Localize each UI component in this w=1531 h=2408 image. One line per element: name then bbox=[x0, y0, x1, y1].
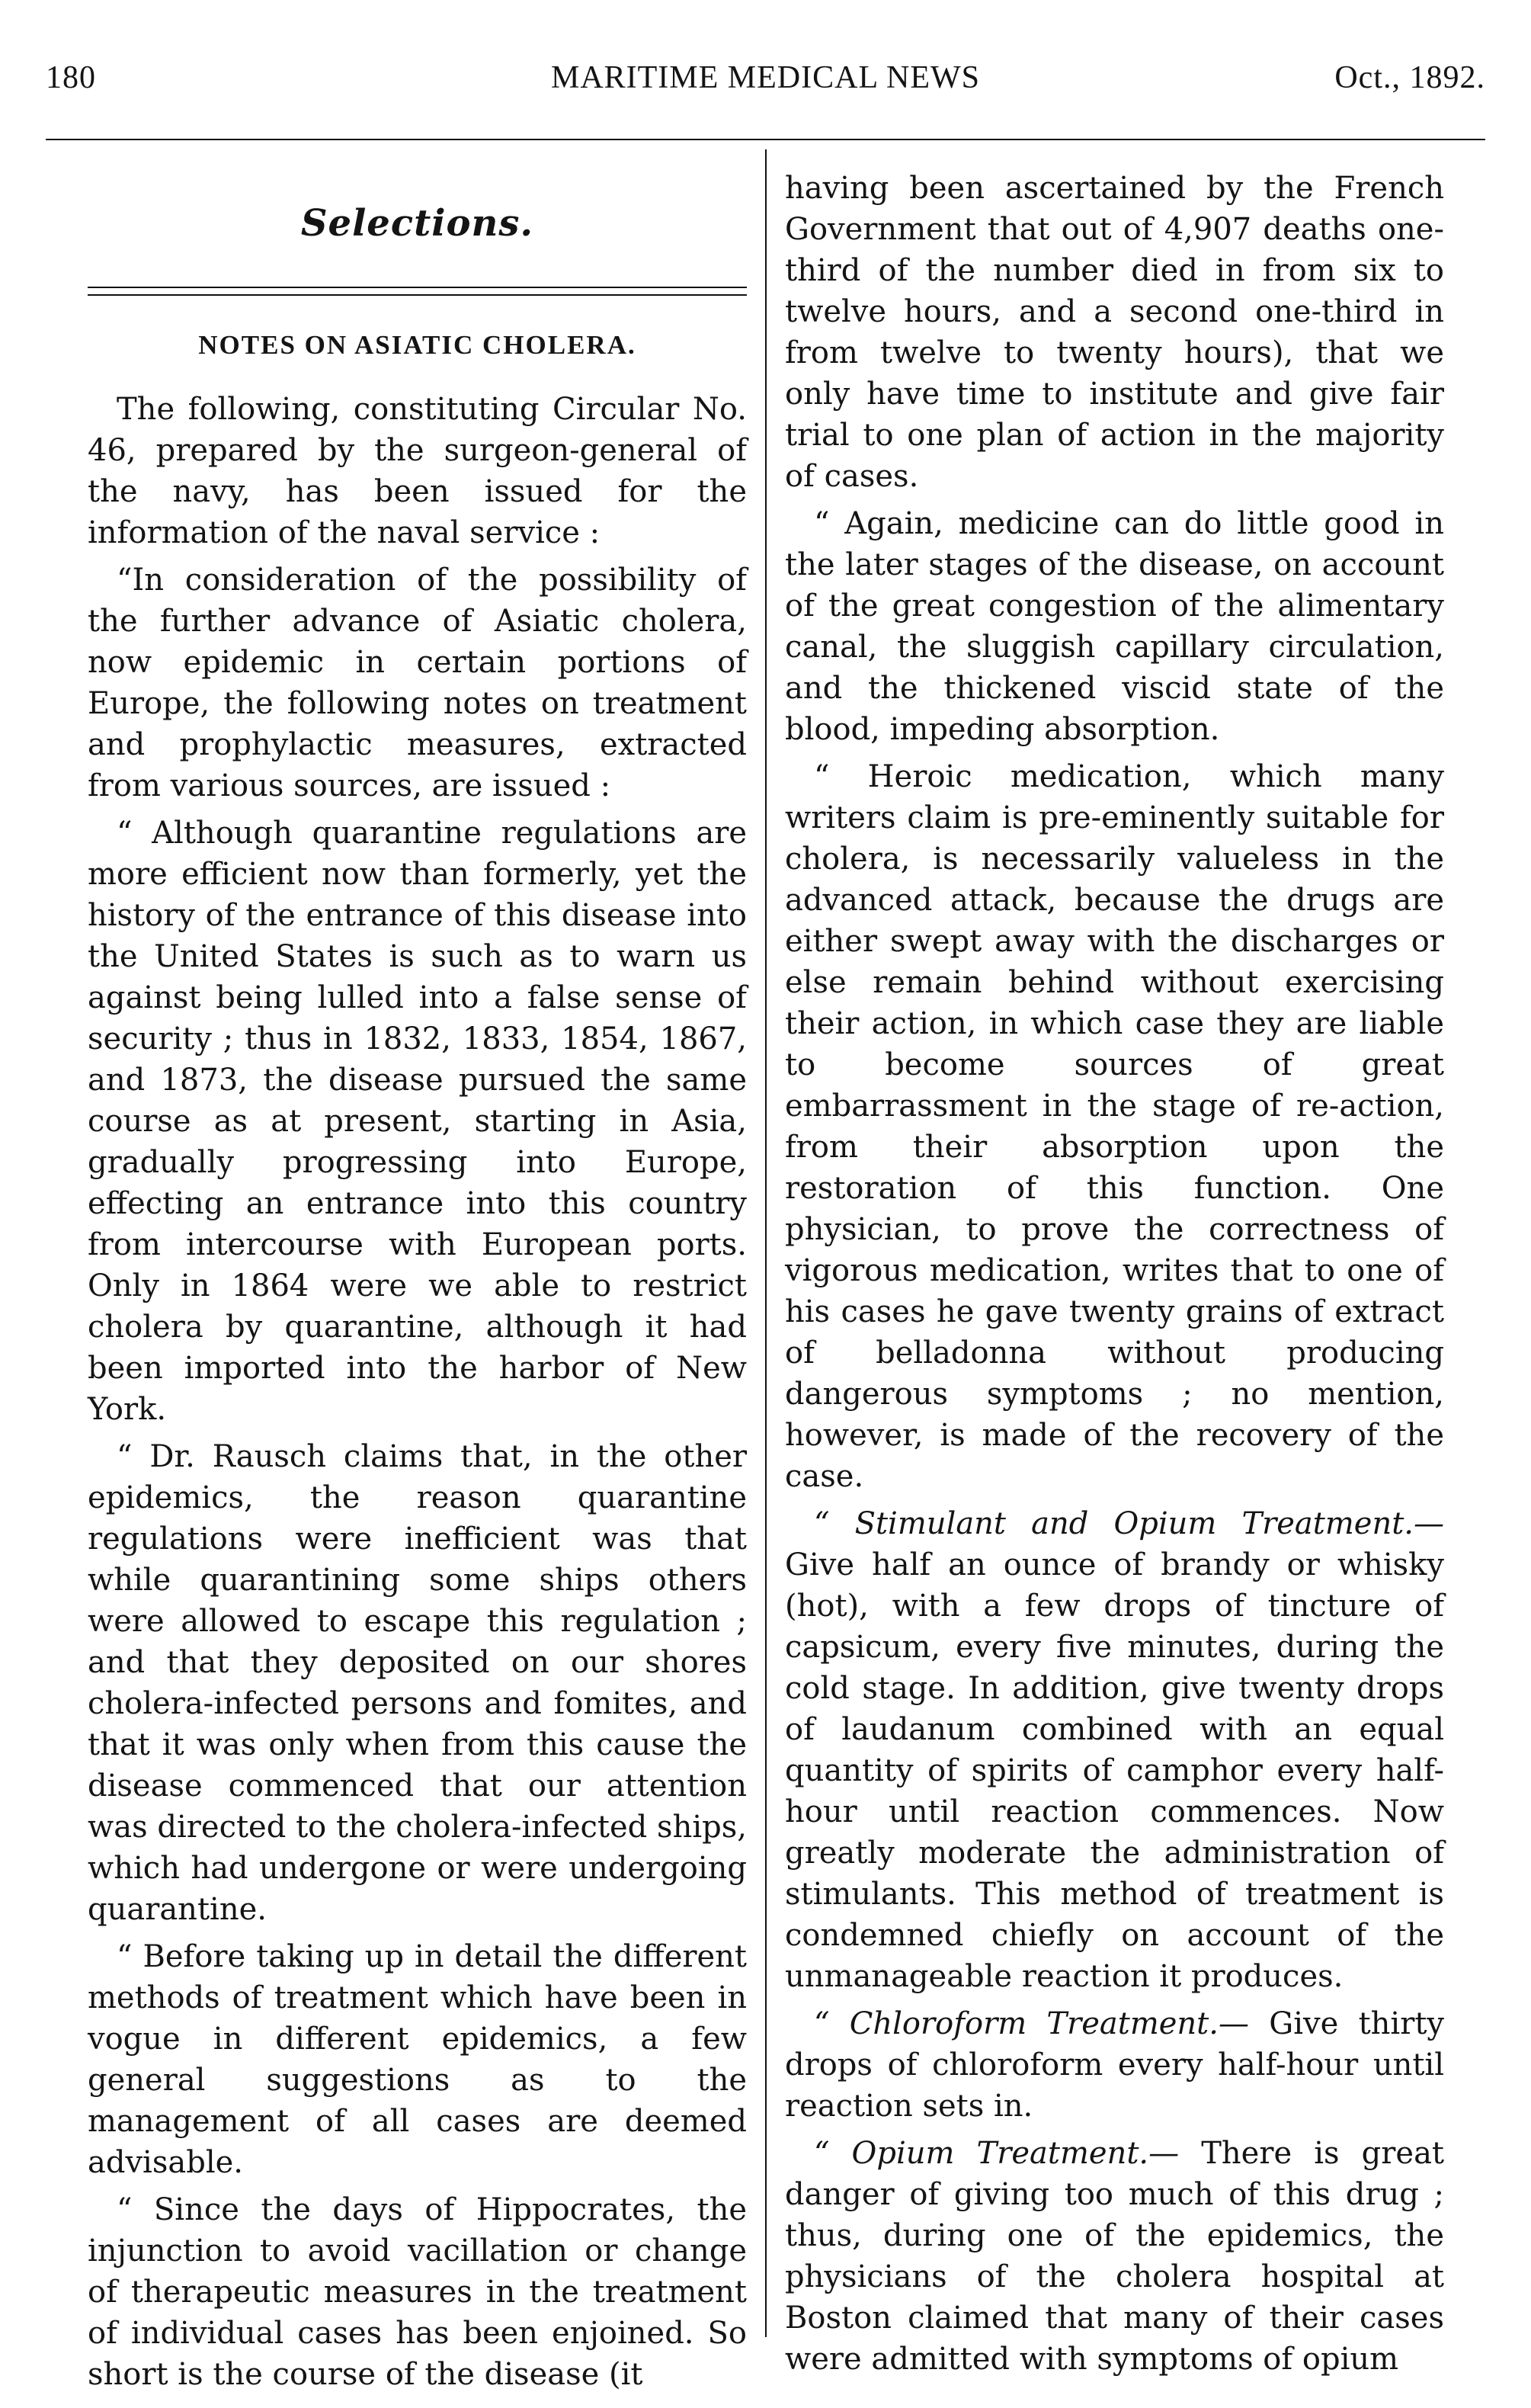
left-column bbox=[88, 160, 747, 2401]
section-heading: Selections. bbox=[300, 201, 534, 245]
intro-paragraph: The following, constituting Circular No. 46, prepared by the surgeon-general of the navy, has been issued for the information of the naval service : bbox=[88, 391, 747, 550]
column-divider bbox=[765, 149, 767, 2337]
possibility-paragraph: “In consideration of the possibility of the further advance of Asiatic cholera, now epidemic in certain portions of Europe, the following notes on treatment and prophylactic measures, extracted from various sources, are issued : bbox=[88, 562, 747, 803]
hippocrates-paragraph: “ Since the days of Hippocrates, the injunction to avoid vacillation or change of therapeutic measures in the treatment of individual cases has been enjoined. So short is the course of the disease (it bbox=[88, 2192, 747, 2392]
rausch-paragraph: “ Dr. Rausch claims that, in the other epidemics, the reason quarantine regulations were inefficient was that while quarantining some ships others were allowed to escape this regulation ; and that they deposited on our shores cholera-infected persons and fomites, and that it was only when from this cause the disease commenced that our attention was directed to the cholera-infected ships, which had undergone or were undergoing quarantine. bbox=[88, 1438, 747, 1927]
chloroform-label: “ Chloroform Treatment.— bbox=[814, 2006, 1249, 2041]
chloroform-paragraph bbox=[785, 2003, 1444, 2127]
page-number: 180 bbox=[46, 60, 96, 95]
chloroform-text: Give thirty drops of chloroform every half-hour until reaction sets in. bbox=[785, 2006, 1444, 2124]
right-column bbox=[785, 168, 1444, 2386]
opium-text: There is great danger of giving too much of this drug ; thus, during one of the epidemics, the physicians of the cholera hospital at Boston claimed that many of their cases were admitted with symptoms of opium bbox=[785, 2136, 1445, 2377]
continued-paragraph: having been ascertained by the French Government that out of 4,907 deaths one-third of the number died in from six to twelve hours, and a second one-third in from twelve to twenty hours), that we only have time to institute and give fair trial to one plan of action in the majority of cases. bbox=[785, 171, 1444, 494]
journal-title: MARITIME MEDICAL NEWS bbox=[550, 60, 981, 95]
quarantine-history-paragraph: “ Although quarantine regulations are more efficient now than formerly, yet the history of the entrance of this disease into the United States is such as to warn us against being lulled into a false sense of security ; thus in 1832, 1833, 1854, 1867, and 1873, the disease pursued the same course as at present, starting in Asia, gradually progressing into Europe, effecting an entrance into this country from intercourse with European ports. Only in 1864 were we able to restrict cholera by quarantine, although it had been imported into the harbor of New York. bbox=[88, 815, 747, 1427]
opium-label: “ Opium Treatment.— bbox=[814, 2136, 1180, 2171]
stimulant-opium-paragraph bbox=[785, 1503, 1444, 1997]
general-suggestions-paragraph: “ Before taking up in detail the different methods of treatment which have been in vogue in different epidemics, a few general suggestions as to the management of all cases are deemed advisable. bbox=[88, 1938, 747, 2180]
stimulant-opium-label: “ Stimulant and Opium Treatment.— bbox=[814, 1506, 1444, 1541]
running-head bbox=[46, 59, 1485, 114]
stimulant-opium-text: Give half an ounce of brandy or whisky (hot), with a few drops of tincture of capsicum, every five minutes, during the cold stage. In addition, give twenty drops of laudanum combined with an equal quantity of spirits of camphor every half-hour until reaction commences. Now greatly moderate the administration of stimulants. This method of treatment is condemned chiefly on account of the unmanageable reaction it produces. bbox=[785, 1547, 1444, 1994]
header-rule bbox=[46, 139, 1485, 140]
section-double-rule bbox=[88, 287, 747, 296]
issue-date: Oct., 1892. bbox=[1334, 60, 1485, 95]
later-stages-paragraph: “ Again, medicine can do little good in the later stages of the disease, on account of the great congestion of the alimentary canal, the sluggish capillary circulation, and the thickened viscid state of the blood, impeding absorption. bbox=[785, 506, 1444, 747]
article-title: NOTES ON ASIATIC CHOLERA. bbox=[198, 329, 636, 360]
opium-paragraph bbox=[785, 2133, 1444, 2380]
heroic-medication-paragraph: “ Heroic medication, which many writers claim is pre-eminently suitable for cholera, is necessarily valueless in the advanced attack, because the drugs are either swept away with the discharges or else remain behind without exercising their action, in which case they are liable to become sources of great embarrassment in the stage of re-action, from their absorption upon the restoration of this function. One physician, to prove the correctness of vigorous medication, writes that to one of his cases he gave twenty grains of extract of belladonna without producing dangerous symptoms ; no mention, however, is made of the recovery of the case. bbox=[785, 759, 1444, 1494]
